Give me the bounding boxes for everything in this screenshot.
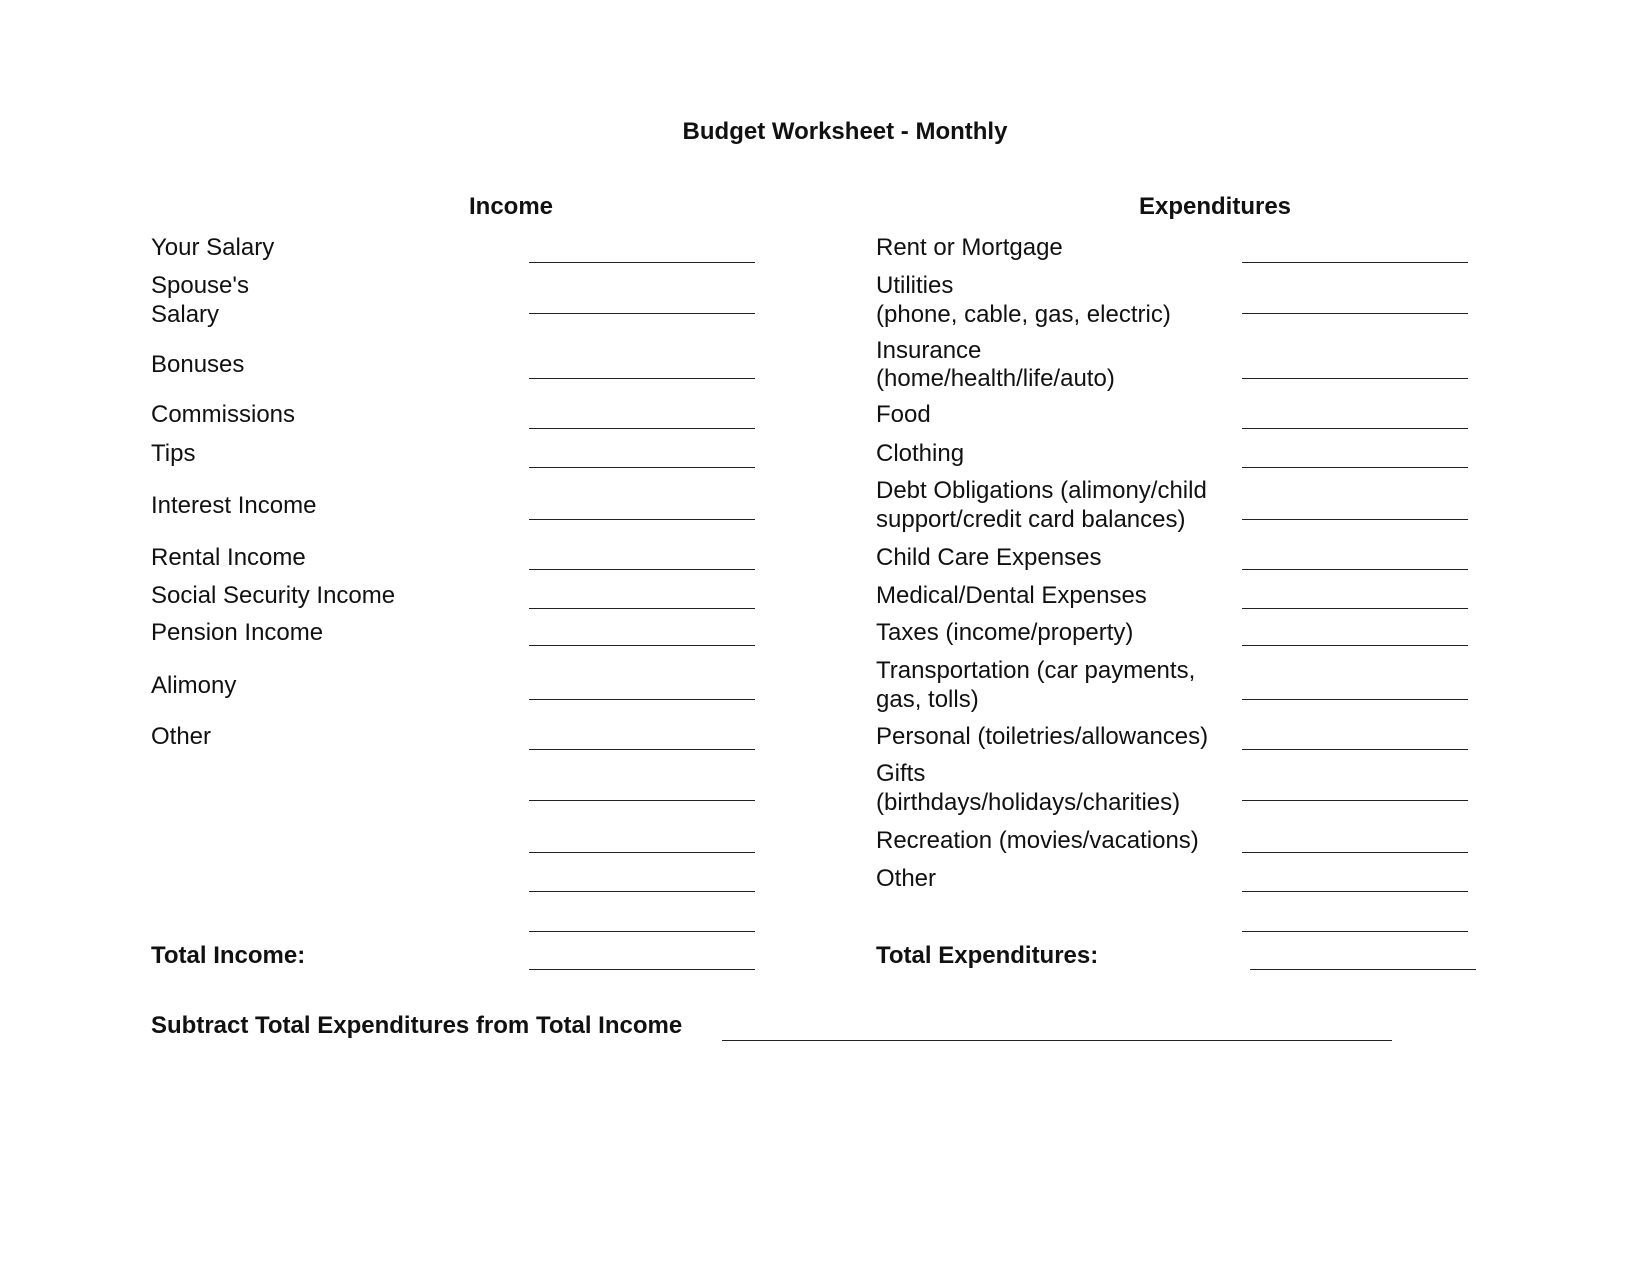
exp-label-gifts: Gifts [876, 760, 926, 787]
exp-line-rent-or-mortgage[interactable] [1242, 262, 1468, 263]
income-line-social-security-income[interactable] [529, 608, 755, 609]
income-line-alimony[interactable] [529, 699, 755, 700]
exp-label-medical-dental-expenses: Medical/Dental Expenses [876, 582, 1147, 609]
exp-label-other: Other [876, 865, 937, 892]
exp-line-medical-dental-expenses[interactable] [1242, 608, 1468, 609]
exp-label-taxes: Taxes (income/property) [876, 619, 1134, 646]
income-line-spouses-salary[interactable] [529, 313, 755, 314]
net-result-line[interactable] [722, 1040, 1392, 1041]
exp-label-rent-or-mortgage: Rent or Mortgage [876, 234, 1063, 261]
exp-line-child-care-expenses[interactable] [1242, 569, 1468, 570]
income-label-your-salary: Your Salary [151, 234, 275, 261]
exp-label-utilities: Utilities [876, 272, 954, 299]
exp-line-other[interactable] [1242, 891, 1468, 892]
exp-label-gifts-line2: (birthdays/holidays/charities) [876, 789, 1181, 816]
income-label-other: Other [151, 723, 212, 750]
exp-label-transportation: Transportation (car payments, [876, 657, 1196, 684]
income-label-tips: Tips [151, 440, 196, 467]
income-line-commissions[interactable] [529, 428, 755, 429]
income-line-blank-3[interactable] [529, 891, 755, 892]
income-line-blank-4[interactable] [529, 931, 755, 932]
income-label-pension-income: Pension Income [151, 619, 324, 646]
page-title: Budget Worksheet - Monthly [682, 118, 1008, 145]
income-line-bonuses[interactable] [529, 378, 755, 379]
income-line-pension-income[interactable] [529, 645, 755, 646]
exp-label-utilities-line2: (phone, cable, gas, electric) [876, 301, 1171, 328]
income-label-alimony: Alimony [151, 672, 237, 699]
exp-label-clothing: Clothing [876, 440, 965, 467]
total-income-label: Total Income: [151, 942, 306, 969]
expenditures-heading: Expenditures [1138, 193, 1292, 220]
income-line-blank-2[interactable] [529, 852, 755, 853]
exp-line-taxes[interactable] [1242, 645, 1468, 646]
income-line-other[interactable] [529, 749, 755, 750]
exp-line-food[interactable] [1242, 428, 1468, 429]
exp-line-utilities[interactable] [1242, 313, 1468, 314]
subtract-label: Subtract Total Expenditures from Total Income [151, 1012, 683, 1039]
exp-line-debt-obligations[interactable] [1242, 519, 1468, 520]
income-line-rental-income[interactable] [529, 569, 755, 570]
exp-label-food: Food [876, 401, 931, 428]
exp-label-debt-obligations: Debt Obligations (alimony/child [876, 477, 1207, 504]
income-label-social-security-income: Social Security Income [151, 582, 396, 609]
exp-label-transportation-line2: gas, tolls) [876, 686, 979, 713]
income-line-interest-income[interactable] [529, 519, 755, 520]
exp-line-clothing[interactable] [1242, 467, 1468, 468]
income-line-tips[interactable] [529, 467, 755, 468]
exp-label-personal: Personal (toiletries/allowances) [876, 723, 1209, 750]
exp-line-insurance[interactable] [1242, 378, 1468, 379]
total-expenditures-label: Total Expenditures: [876, 942, 1099, 969]
exp-line-recreation[interactable] [1242, 852, 1468, 853]
exp-label-recreation: Recreation (movies/vacations) [876, 827, 1199, 854]
income-line-your-salary[interactable] [529, 262, 755, 263]
income-label-commissions: Commissions [151, 401, 296, 428]
total-income-line[interactable] [529, 969, 755, 970]
income-line-blank-1[interactable] [529, 800, 755, 801]
exp-line-gifts[interactable] [1242, 800, 1468, 801]
total-expenditures-line[interactable] [1250, 969, 1476, 970]
income-heading: Income [468, 193, 554, 220]
income-label-spouses-salary-line2: Salary [151, 301, 220, 328]
income-label-bonuses: Bonuses [151, 351, 245, 378]
exp-line-transportation[interactable] [1242, 699, 1468, 700]
exp-label-child-care-expenses: Child Care Expenses [876, 544, 1102, 571]
exp-line-personal[interactable] [1242, 749, 1468, 750]
exp-line-blank-1[interactable] [1242, 931, 1468, 932]
exp-label-debt-obligations-line2: support/credit card balances) [876, 506, 1186, 533]
income-label-spouses-salary: Spouse's [151, 272, 249, 299]
exp-label-insurance: Insurance [876, 337, 982, 364]
income-label-interest-income: Interest Income [151, 492, 317, 519]
income-label-rental-income: Rental Income [151, 544, 306, 571]
exp-label-insurance-line2: (home/health/life/auto) [876, 365, 1115, 392]
